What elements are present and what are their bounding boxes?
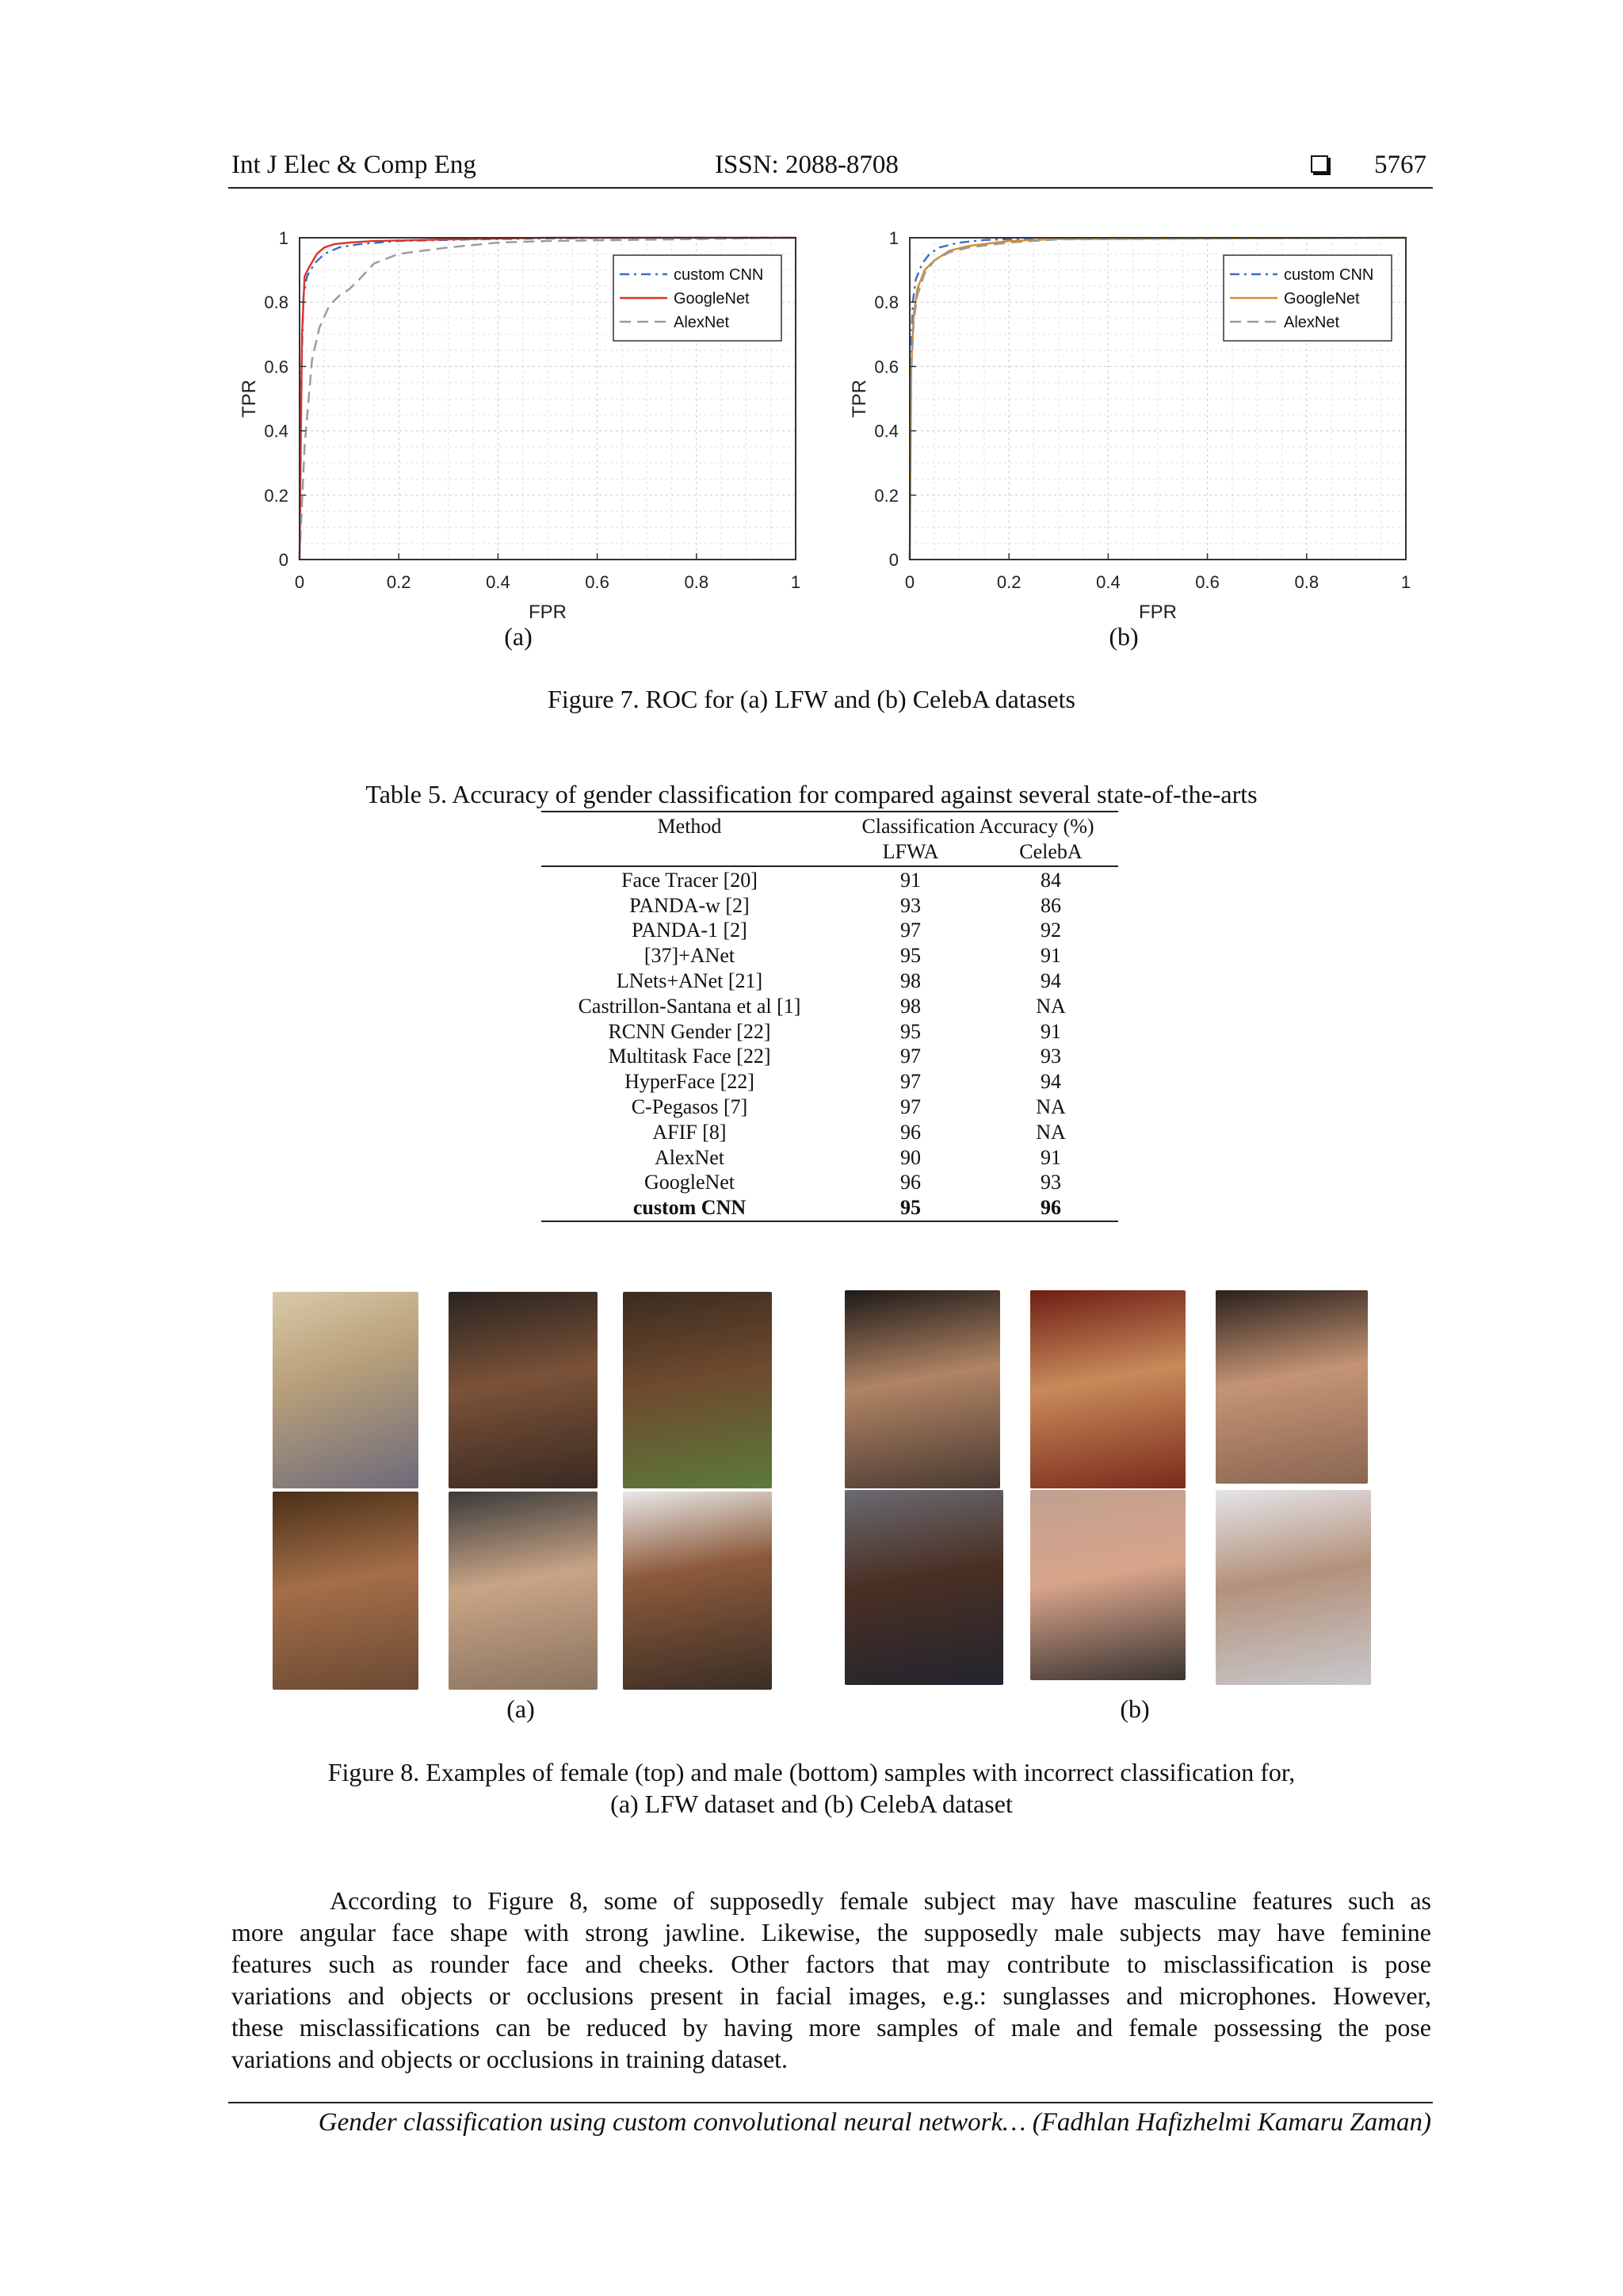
y-tick-label: 0.6 [264,357,288,377]
legend-entry: AlexNet [674,314,730,331]
table-header-rule [541,865,1118,867]
lfwa-cell: 96 [900,1171,921,1194]
header-rule [228,187,1433,189]
face-image [845,1490,1003,1685]
x-axis-label: FPR [529,602,567,623]
y-tick-label: 0.4 [874,421,899,441]
table-row [541,1145,1118,1171]
page-number: 5767 [1374,151,1426,179]
legend-entry: GoogleNet [674,290,750,308]
paragraph-line: variations and objects or occlusions present in facial images, e.g.: sunglasses and microphones. However, [231,1981,1431,2010]
table-row [541,1170,1118,1195]
table5-caption: Table 5. Accuracy of gender classification for compared against several state-of-the-arts [365,780,1258,808]
method-cell: PANDA-w [2] [629,893,750,917]
figure8-sublabel-a: (a) [506,1694,535,1723]
x-tick-label: 0.6 [1195,572,1220,592]
lfwa-cell: 95 [900,1196,921,1220]
footer-rule [228,2102,1433,2103]
method-cell: PANDA-1 [2] [632,919,747,942]
col-celeba: CelebA [1019,839,1083,863]
table-row [541,918,1118,943]
face-image [623,1492,772,1690]
body-paragraph [231,1885,1431,2075]
lfwa-cell: 97 [900,1045,921,1068]
legend-entry: GoogleNet [1284,290,1360,308]
table-row [541,868,1118,893]
legend-entry: custom CNN [1284,266,1374,284]
y-axis-label: TPR [849,380,870,418]
face-image [1216,1490,1371,1685]
method-cell: Castrillon-Santana et al [1] [578,994,801,1018]
legend-entry: custom CNN [674,266,764,284]
lfwa-cell: 91 [900,868,921,892]
lfwa-cell: 97 [900,1070,921,1094]
x-tick-label: 0.6 [585,572,609,592]
paragraph-line: variations and objects or occlusions in training dataset. [231,2045,789,2073]
figure7-sublabel-b: (b) [1109,622,1139,651]
method-cell: RCNN Gender [22] [608,1019,771,1043]
table-bottom-rule [541,1221,1118,1222]
lfwa-cell: 93 [900,893,921,917]
method-cell: Multitask Face [22] [608,1045,771,1068]
lfwa-cell: 95 [900,1019,921,1043]
lfwa-cell: 98 [900,968,921,992]
x-tick-label: 0.8 [684,572,709,592]
paragraph-line: these misclassifications can be reduced by having more samples of male and female possessing the pose [231,2013,1431,2042]
x-tick-label: 0.8 [1294,572,1319,592]
figure8-caption-line2: (a) LFW dataset and (b) CelebA dataset [610,1790,1013,1818]
table-top-rule [541,811,1118,812]
face-image [845,1290,1000,1488]
paragraph-line: According to Figure 8, some of supposedly female subject may have masculine features such as [330,1886,1431,1915]
x-tick-label: 0.4 [486,572,510,592]
x-axis-label: FPR [1139,602,1177,623]
y-tick-label: 0.8 [874,292,899,313]
y-tick-label: 0 [278,550,288,570]
y-tick-label: 1 [888,228,899,248]
results-table [541,814,1118,1221]
lfwa-cell: 96 [900,1120,921,1144]
face-image [449,1292,598,1488]
journal-name: Int J Elec & Comp Eng [231,151,476,179]
y-axis-label: TPR [239,380,260,418]
celeba-cell: NA [1036,1095,1066,1118]
face-image [449,1492,598,1690]
celeba-cell: 92 [1041,919,1061,942]
table-row [541,968,1118,994]
col-lfwa: LFWA [882,839,939,863]
table-row [541,1120,1118,1145]
y-tick-label: 0.2 [264,485,288,506]
face-image [1216,1290,1368,1484]
paragraph-line: features such as rounder face and cheeks. Other factors that may contribute to misclassification is pose [231,1950,1431,1978]
col-method: Method [657,815,722,838]
issn: ISSN: 2088-8708 [715,151,899,179]
figure7-sublabel-a: (a) [504,622,533,651]
figure8-caption-line1: Figure 8. Examples of female (top) and male (bottom) samples with incorrect classification for, [327,1758,1296,1786]
paragraph-line: more angular face shape with strong jawline. Likewise, the supposedly male subjects may have feminine [231,1918,1431,1946]
x-tick-label: 0.2 [386,572,411,592]
face-image [1030,1290,1186,1488]
celeba-cell: NA [1036,1120,1066,1144]
celeba-cell: 91 [1041,1145,1061,1169]
celeba-cell: 94 [1041,1070,1061,1094]
legend [1224,255,1392,341]
celeba-cell: 93 [1041,1171,1061,1194]
footer-citation: Gender classification using custom convolutional neural network… (Fadhlan Hafizhelmi Kamaru Zaman) [318,2108,1431,2137]
table-row [541,994,1118,1019]
page-box-icon [1311,155,1328,173]
x-tick-label: 0 [904,572,915,592]
table-row [541,1195,1118,1221]
celeba-cell: 91 [1041,1019,1061,1043]
legend [613,255,781,341]
method-cell: HyperFace [22] [624,1070,754,1094]
method-cell: [37]+ANet [643,944,735,968]
table-row [541,1044,1118,1069]
celeba-cell: NA [1036,994,1066,1018]
y-tick-label: 0.6 [874,357,899,377]
face-image [273,1292,418,1488]
face-image [1030,1490,1186,1680]
x-tick-label: 1 [790,572,801,592]
celeba-cell: 94 [1041,968,1061,992]
x-tick-label: 1 [1400,572,1411,592]
table-row [541,1095,1118,1120]
y-tick-label: 0.2 [874,485,899,506]
table-row [541,1019,1118,1045]
x-tick-label: 0.4 [1096,572,1121,592]
celeba-cell: 96 [1041,1196,1061,1220]
table-row [541,893,1118,919]
table-row [541,1069,1118,1095]
method-cell: AFIF [8] [652,1120,727,1144]
y-tick-label: 0.4 [264,421,288,441]
roc-chart-celeba [840,222,1426,626]
face-image [273,1492,418,1690]
celeba-cell: 84 [1041,868,1061,892]
y-tick-label: 0.8 [264,292,288,313]
face-image [623,1292,772,1488]
celeba-cell: 91 [1041,944,1061,968]
table-row [541,943,1118,968]
method-cell: GoogleNet [643,1171,735,1194]
celeba-cell: 93 [1041,1045,1061,1068]
lfwa-cell: 95 [900,944,921,968]
figure7-caption: Figure 7. ROC for (a) LFW and (b) CelebA datasets [548,685,1075,713]
lfwa-cell: 97 [900,919,921,942]
lfwa-cell: 97 [900,1095,921,1118]
method-cell: AlexNet [654,1145,725,1169]
celeba-cell: 86 [1041,893,1061,917]
legend-entry: AlexNet [1284,314,1340,331]
y-tick-label: 0 [888,550,899,570]
method-cell: custom CNN [632,1196,747,1220]
method-cell: LNets+ANet [21] [616,968,763,992]
lfwa-cell: 98 [900,994,921,1018]
x-tick-label: 0.2 [996,572,1022,592]
col-accuracy-group: Classification Accuracy (%) [861,815,1094,838]
method-cell: Face Tracer [20] [621,868,758,892]
x-tick-label: 0 [294,572,305,592]
y-tick-label: 1 [278,228,288,248]
lfwa-cell: 90 [900,1145,921,1169]
roc-chart-lfw [230,222,816,626]
figure8-sublabel-b: (b) [1120,1694,1150,1723]
method-cell: C-Pegasos [7] [631,1095,748,1118]
